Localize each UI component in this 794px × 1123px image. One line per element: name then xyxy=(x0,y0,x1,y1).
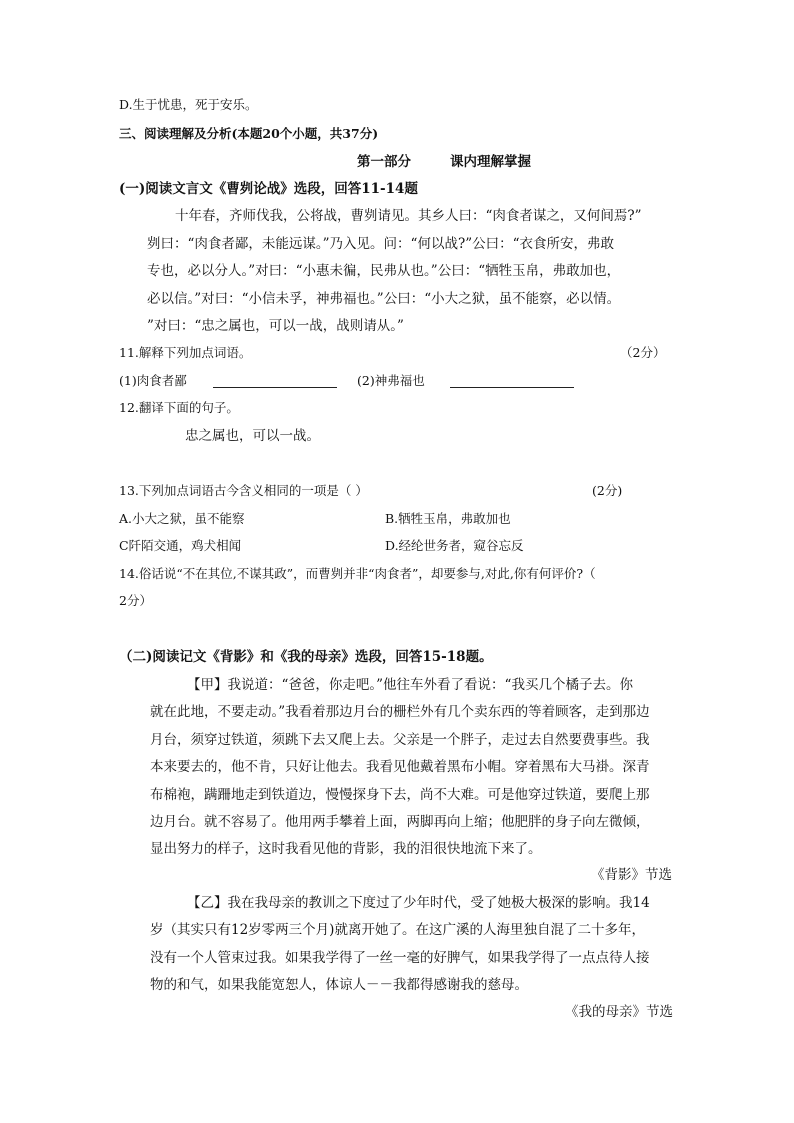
reading-two-heading: （二)阅读记文《背影》和《我的母亲》选段，回答15-18题。 xyxy=(119,649,493,665)
q12-sentence: 忠之属也，可以一战。 xyxy=(185,428,320,444)
yi-line: 岁（其实只有12岁零两三个月)就离开她了。在这广溪的人海里独自混了二十多年， xyxy=(150,922,645,938)
q13-option-c: C阡陌交通，鸡犬相闻 xyxy=(119,538,242,553)
q11-item2: (2)神弗福也 xyxy=(357,373,425,388)
q13-option-d: D.经纶世务者，窥谷忘反 xyxy=(385,538,524,553)
yi-source: 《我的母亲》节选 xyxy=(565,1004,673,1020)
jia-line: 【甲】我说道：“爸爸，你走吧。”他往车外看了看说：“我买几个橘子去。你 xyxy=(187,677,633,693)
jia-line: 本来要去的，他不肯，只好让他去。我看见他戴着黑布小帽。穿着黑布大马褂。深青 xyxy=(150,759,650,775)
passage-line: 刿曰：“肉食者鄙，未能远谋。”乃入见。问：“何以战?”公曰：“衣食所安，弗敢 xyxy=(147,236,614,252)
q14-line1: 14.俗话说“不在其位,不谋其政”，而曹刿并非“肉食者”，却要参与,对此,你有何评价?（ xyxy=(119,566,596,581)
q11-item1: (1)肉食者鄙 xyxy=(119,373,187,388)
yi-line: 【乙】我在我母亲的教训之下度过了少年时代，受了她极大极深的影响。我14 xyxy=(187,895,650,911)
jia-line: 显出努力的样子，这时我看见他的背影，我的泪很快地流下来了。 xyxy=(150,841,542,857)
q11-answer2-blank[interactable] xyxy=(450,373,574,388)
yi-line: 没有一个人管束过我。如果我学得了一丝一毫的好脾气，如果我学得了一点点待人接 xyxy=(150,950,650,966)
yi-line: 物的和气，如果我能宽恕人，体谅人－－我都得感谢我的慈母。 xyxy=(150,977,528,993)
section-title: 三、阅读理解及分析(本题20个小题，共37分) xyxy=(119,126,379,141)
q12-text: 12.翻译下面的句子。 xyxy=(119,400,239,415)
q13-option-b: B.牺牲玉帛，弗敢加也 xyxy=(385,511,511,526)
option-d: D.生于忧患，死于安乐。 xyxy=(119,97,258,112)
q13-option-a: A.小大之狱，虽不能察 xyxy=(119,511,245,526)
passage-line: 专也，必以分人。”对曰：“小惠未徧，民弗从也。”公曰：“牺牲玉帛，弗敢加也， xyxy=(147,263,621,279)
q11-score: （2分） xyxy=(620,345,666,360)
q11-answer1-blank[interactable] xyxy=(213,373,337,388)
q13-text: 13.下列加点词语古今含义相同的一项是（ ） xyxy=(119,483,368,498)
jia-line: 边月台。就不容易了。他用两手攀着上面，两脚再向上缩；他肥胖的身子向左微倾， xyxy=(150,814,650,830)
reading-one-heading: (一)阅读文言文《曹刿论战》选段，回答11-14题 xyxy=(119,181,418,197)
passage-line: 必以信。”对曰：“小信未孚，神弗福也。”公曰：“小大之狱，虽不能察，必以情。 xyxy=(147,291,621,307)
jia-source: 《背影》节选 xyxy=(591,867,672,883)
passage-line: 十年春，齐师伐我，公将战，曹刿请见。其乡人曰：“肉食者谋之，又何间焉?” xyxy=(175,208,642,224)
passage-line: ”对曰：“忠之属也，可以一战，战则请从。” xyxy=(147,318,404,334)
jia-line: 月台，须穿过铁道，须跳下去又爬上去。父亲是一个胖子，走过去自然要费事些。我 xyxy=(150,732,650,748)
part-title-b: 课内理解掌握 xyxy=(450,154,531,170)
q14-line2: 2分） xyxy=(119,593,152,608)
q11-text: 11.解释下列加点词语。 xyxy=(119,345,252,360)
part-title-a: 第一部分 xyxy=(357,154,411,170)
jia-line: 就在此地，不要走动。”我看着那边月台的栅栏外有几个卖东西的等着顾客，走到那边 xyxy=(150,704,650,720)
q13-score: (2分) xyxy=(592,483,623,498)
jia-line: 布棉袍，蹒跚地走到铁道边，慢慢探身下去，尚不大难。可是他穿过铁道，要爬上那 xyxy=(150,787,650,803)
